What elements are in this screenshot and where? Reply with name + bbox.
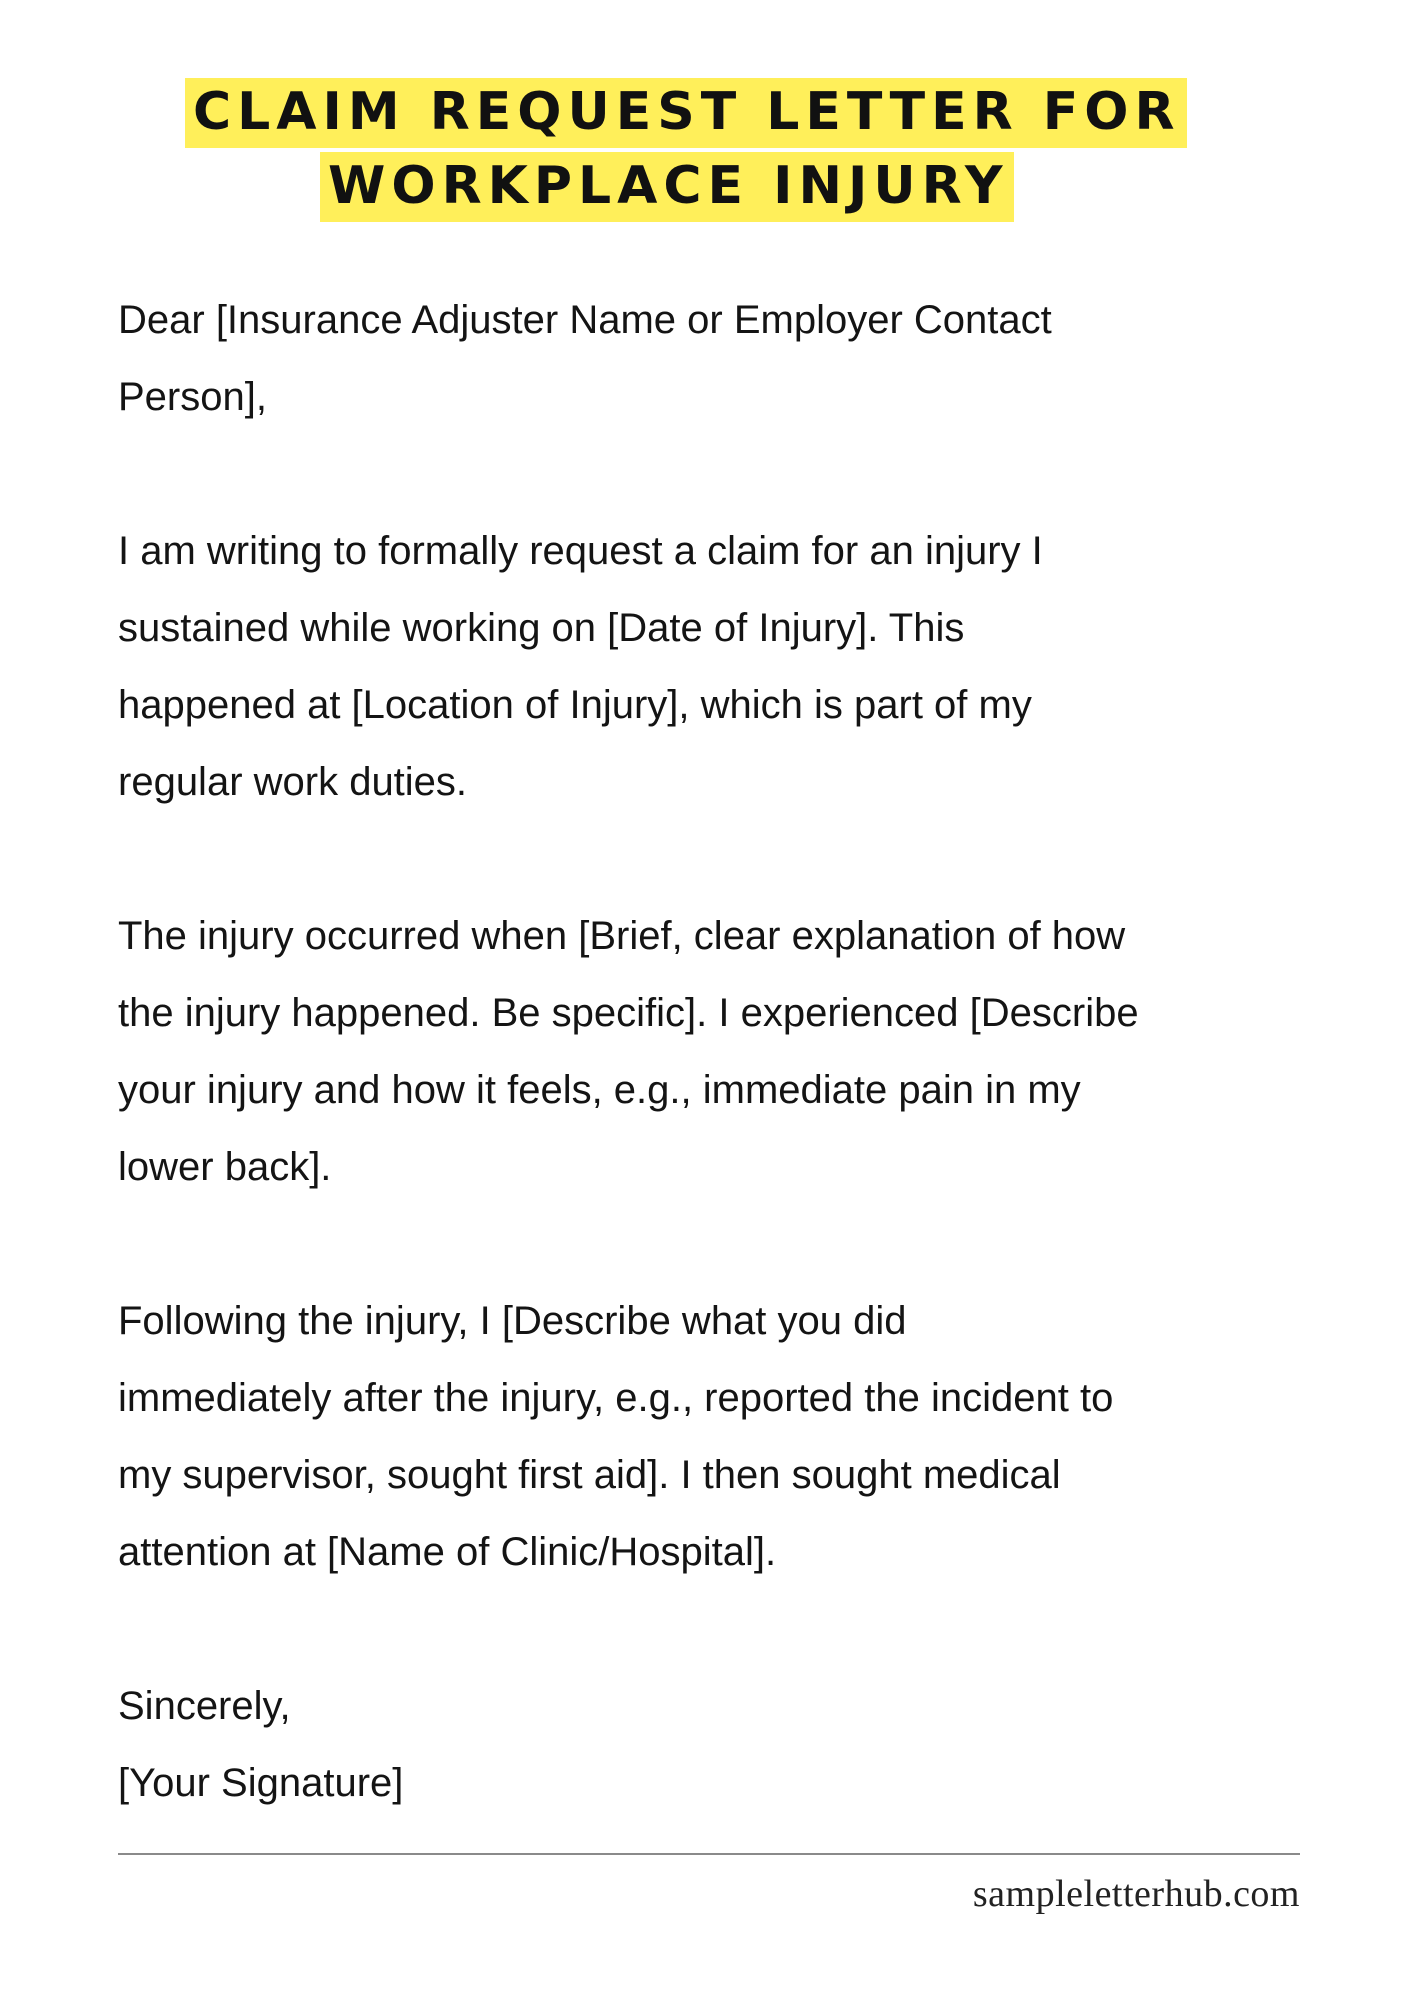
paragraph-line: your injury and how it feels, e.g., immediate pain in my [118,1068,1081,1112]
paragraph-2 [118,898,1358,1206]
paragraph-line: happened at [Location of Injury], which is part of my [118,683,1032,727]
paragraph-line: immediately after the injury, e.g., reported the incident to [118,1376,1114,1420]
paragraph-3 [118,1283,1358,1591]
title-line-2: WORKPLACE INJURY [320,152,1014,222]
salutation-line: Dear [Insurance Adjuster Name or Employer Contact [118,298,1052,342]
paragraph-1 [118,513,1358,821]
paragraph-line: regular work duties. [118,760,468,804]
paragraph-line: attention at [Name of Clinic/Hospital]. [118,1530,777,1574]
paragraph-line: The injury occurred when [Brief, clear explanation of how [118,914,1126,958]
title-line-1: CLAIM REQUEST LETTER FOR [185,78,1187,148]
letter-body [118,282,1358,1822]
paragraph-line: lower back]. [118,1145,332,1189]
paragraph-line: the injury happened. Be specific]. I experienced [Describe [118,991,1139,1035]
website-credit: sampleletterhub.com [972,1873,1300,1915]
salutation [118,282,1358,436]
closing-block [118,1668,1358,1822]
signature: [Your Signature] [118,1761,404,1805]
paragraph-line: I am writing to formally request a claim for an injury I [118,529,1043,573]
salutation-line: Person], [118,375,267,419]
paragraph-line: my supervisor, sought first aid]. I then sought medical [118,1453,1061,1497]
closing: Sincerely, [118,1684,291,1728]
footer-divider [118,1853,1300,1855]
paragraph-line: sustained while working on [Date of Injury]. This [118,606,965,650]
paragraph-line: Following the injury, I [Describe what you did [118,1299,907,1343]
